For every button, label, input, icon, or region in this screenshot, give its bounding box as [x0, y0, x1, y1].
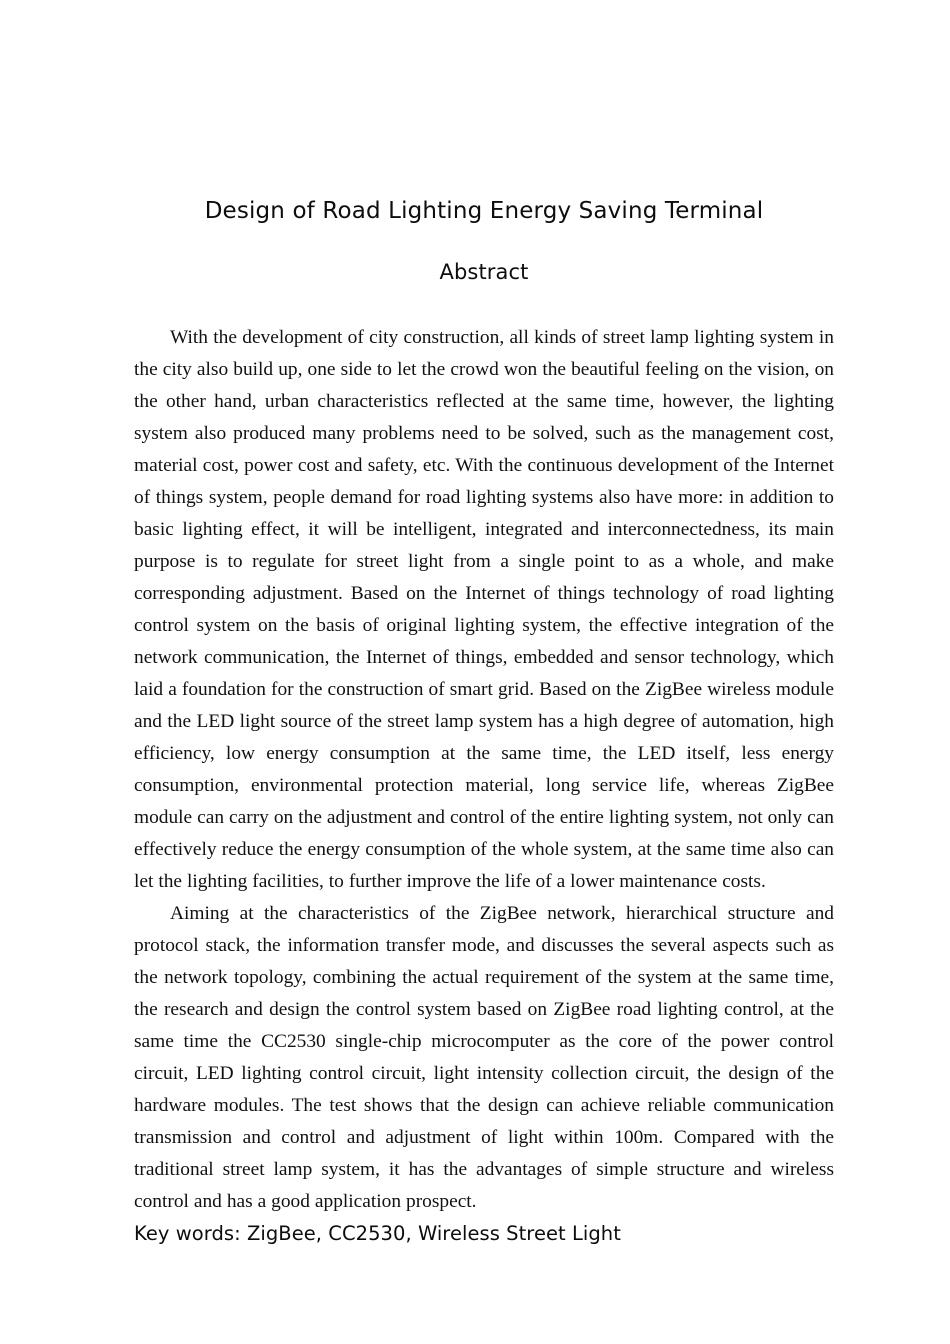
section-heading-abstract: Abstract — [439, 260, 529, 284]
keywords-line: Key words: ZigBee, CC2530, Wireless Street Light — [134, 1222, 621, 1245]
page-title: Design of Road Lighting Energy Saving Terminal — [204, 198, 764, 224]
document-text-column — [134, 0, 834, 1249]
abstract-paragraph-2: Aiming at the characteristics of the ZigBee network, hierarchical structure and protocol stack, the information transfer mode, and discusses the several aspects such as the network topology, combining the actual requirement of the system at the same time, the research and design the control system based on ZigBee road lighting control, at the same time the CC2530 single-chip microcomputer as the core of the power control circuit, LED lighting control circuit, light intensity collection circuit, the design of the hardware modules. The test shows that the design can achieve reliable communication transmission and control and adjustment of light within 100m. Compared with the traditional street lamp system, it has the advantages of simple structure and wireless control and has a good application prospect. — [134, 903, 834, 1212]
abstract-body — [134, 322, 834, 1249]
abstract-paragraph-1: With the development of city construction, all kinds of street lamp lighting system in the city also build up, one side to let the crowd won the beautiful feeling on the vision, on the other hand, urban characteristics reflected at the same time, however, the lighting system also produced many problems need to be solved, such as the management cost, material cost, power cost and safety, etc. With the continuous development of the Internet of things system, people demand for road lighting systems also have more: in addition to basic lighting effect, it will be intelligent, integrated and interconnectedness, its main purpose is to regulate for street light from a single point to as a whole, and make corresponding adjustment. Based on the Internet of things technology of road lighting control system on the basis of original lighting system, the effective integration of the network communication, the Internet of things, embedded and sensor technology, which laid a foundation for the construction of smart grid. Based on the ZigBee wireless module and the LED light source of the street lamp system has a high degree of automation, high efficiency, low energy consumption at the same time, the LED itself, less energy consumption, environmental protection material, long service life, whereas ZigBee module can carry on the adjustment and control of the entire lighting system, not only can effectively reduce the energy consumption of the whole system, at the same time also can let the lighting facilities, to further improve the life of a lower maintenance costs. — [134, 327, 834, 892]
